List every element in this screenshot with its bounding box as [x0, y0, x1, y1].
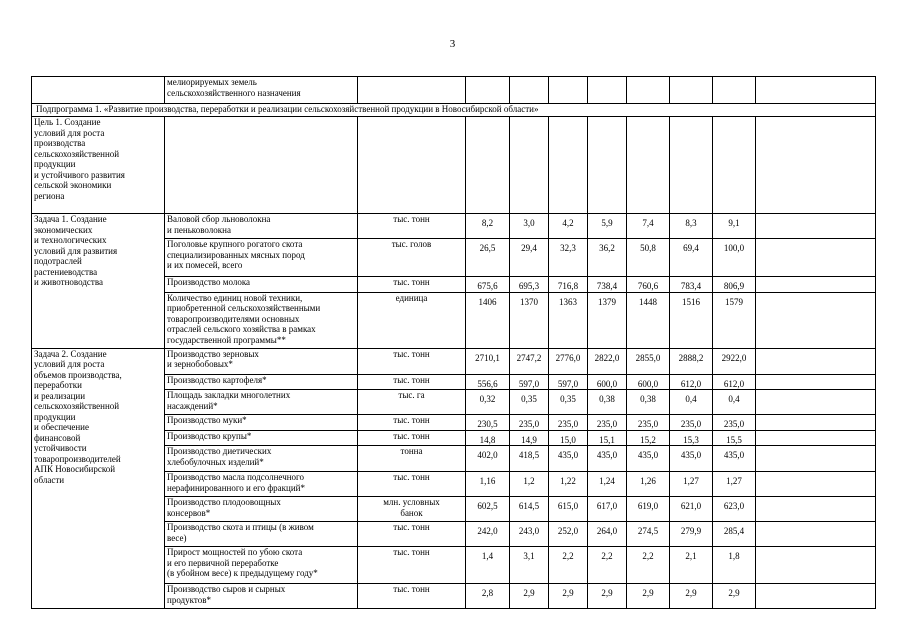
value-cell: 0,32 — [466, 390, 510, 415]
value-cell: 617,0 — [588, 497, 627, 522]
value-cell: 2,2 — [549, 547, 588, 584]
continuation-row — [32, 77, 876, 104]
value-cell: 597,0 — [510, 374, 549, 390]
value-cell: 619,0 — [627, 497, 670, 522]
value-cell: 2,2 — [588, 547, 627, 584]
unit-cell: тыс. тонн — [358, 277, 466, 293]
unit-cell: тыс. голов — [358, 239, 466, 277]
empty-cell — [756, 374, 876, 390]
value-cell: 402,0 — [466, 446, 510, 472]
value-cell: 418,5 — [510, 446, 549, 472]
empty-cell — [756, 292, 876, 348]
value-cell: 2747,2 — [510, 348, 549, 374]
value-cell: 600,0 — [588, 374, 627, 390]
value-cell: 621,0 — [670, 497, 713, 522]
unit-cell: тыс. тонн — [358, 214, 466, 239]
value-cell: 1406 — [466, 292, 510, 348]
value-cell: 2,9 — [588, 584, 627, 609]
indicator-name: Площадь закладки многолетних насаждений* — [165, 390, 358, 415]
value-cell: 1,27 — [713, 472, 756, 497]
value-cell: 235,0 — [713, 415, 756, 431]
value-cell: 1,8 — [713, 547, 756, 584]
empty-cell — [756, 522, 876, 547]
value-cell: 2,9 — [670, 584, 713, 609]
value-cell: 0,38 — [627, 390, 670, 415]
value-cell: 230,5 — [466, 415, 510, 431]
value-cell: 2710,1 — [466, 348, 510, 374]
empty-cell — [756, 497, 876, 522]
unit-cell: тонна — [358, 446, 466, 472]
value-cell: 716,8 — [549, 277, 588, 293]
value-cell: 1,16 — [466, 472, 510, 497]
unit-cell: тыс. тонн — [358, 472, 466, 497]
value-cell: 806,9 — [713, 277, 756, 293]
value-cell: 2922,0 — [713, 348, 756, 374]
unit-cell: тыс. тонн — [358, 348, 466, 374]
empty-cell — [756, 277, 876, 293]
value-cell: 2888,2 — [670, 348, 713, 374]
table-row — [32, 214, 876, 239]
value-cell: 252,0 — [549, 522, 588, 547]
task-label: Задача 1. Создание экономических и технологических условий для развития подотраслей растениеводства и животноводства — [32, 214, 165, 349]
value-cell: 235,0 — [549, 415, 588, 431]
unit-cell: тыс. тонн — [358, 522, 466, 547]
value-cell: 1,27 — [670, 472, 713, 497]
empty-cell — [756, 390, 876, 415]
value-cell: 14,8 — [466, 430, 510, 446]
value-cell: 15,3 — [670, 430, 713, 446]
value-cell: 435,0 — [549, 446, 588, 472]
value-cell: 15,2 — [627, 430, 670, 446]
table-row — [32, 348, 876, 374]
value-cell: 235,0 — [670, 415, 713, 431]
value-cell: 1379 — [588, 292, 627, 348]
indicator-name: Количество единиц новой техники, приобретенной сельскохозяйственными товаропроизводителями основных отраслей сельского хозяйства в рамках государственной программы** — [165, 292, 358, 348]
indicator-name: Производство крупы* — [165, 430, 358, 446]
value-cell: 4,2 — [549, 214, 588, 239]
indicator-name: Производство молока — [165, 277, 358, 293]
value-cell: 243,0 — [510, 522, 549, 547]
empty-cell — [756, 446, 876, 472]
empty-cell — [756, 547, 876, 584]
value-cell: 2,9 — [627, 584, 670, 609]
subprogram-row — [32, 104, 876, 117]
value-cell: 32,3 — [549, 239, 588, 277]
unit-cell: тыс. га — [358, 390, 466, 415]
value-cell: 1370 — [510, 292, 549, 348]
value-cell: 1579 — [713, 292, 756, 348]
value-cell: 695,3 — [510, 277, 549, 293]
value-cell: 8,3 — [670, 214, 713, 239]
indicator-name: Валовой сбор льноволокна и пеньковолокна — [165, 214, 358, 239]
value-cell: 623,0 — [713, 497, 756, 522]
indicator-name: Производство зерновых и зернобобовых* — [165, 348, 358, 374]
value-cell: 435,0 — [713, 446, 756, 472]
value-cell: 2822,0 — [588, 348, 627, 374]
value-cell: 597,0 — [549, 374, 588, 390]
value-cell: 0,35 — [549, 390, 588, 415]
subprogram-title: Подпрограмма 1. «Развитие производства, переработки и реализации сельскохозяйственной продукции в Новосибирской области» — [32, 104, 876, 117]
value-cell: 235,0 — [627, 415, 670, 431]
value-cell: 14,9 — [510, 430, 549, 446]
goal-row — [32, 117, 876, 214]
value-cell: 0,4 — [713, 390, 756, 415]
indicator-name: Прирост мощностей по убою скота и его первичной переработке (в убойном весе) к предыдущему году* — [165, 547, 358, 584]
value-cell: 279,9 — [670, 522, 713, 547]
value-cell: 235,0 — [510, 415, 549, 431]
indicator-name: Производство диетических хлебобулочных изделий* — [165, 446, 358, 472]
value-cell: 435,0 — [627, 446, 670, 472]
value-cell: 760,6 — [627, 277, 670, 293]
value-cell: 2,8 — [466, 584, 510, 609]
value-cell: 36,2 — [588, 239, 627, 277]
value-cell: 100,0 — [713, 239, 756, 277]
unit-cell: млн. условных банок — [358, 497, 466, 522]
indicators-table — [31, 76, 876, 609]
value-cell: 435,0 — [670, 446, 713, 472]
indicator-name: Производство сыров и сырных продуктов* — [165, 584, 358, 609]
value-cell: 2855,0 — [627, 348, 670, 374]
value-cell: 738,4 — [588, 277, 627, 293]
empty-cell — [756, 430, 876, 446]
empty-cell — [756, 472, 876, 497]
value-cell: 69,4 — [670, 239, 713, 277]
empty-cell — [756, 415, 876, 431]
value-cell: 3,0 — [510, 214, 549, 239]
value-cell: 614,5 — [510, 497, 549, 522]
unit-cell: тыс. тонн — [358, 584, 466, 609]
indicator-name: мелиорируемых земель сельскохозяйственного назначения — [165, 77, 358, 104]
value-cell: 15,5 — [713, 430, 756, 446]
indicator-name: Производство плодоовощных консервов* — [165, 497, 358, 522]
value-cell: 15,1 — [588, 430, 627, 446]
empty-cell — [756, 348, 876, 374]
value-cell: 783,4 — [670, 277, 713, 293]
value-cell: 556,6 — [466, 374, 510, 390]
value-cell: 612,0 — [670, 374, 713, 390]
value-cell: 0,38 — [588, 390, 627, 415]
empty-cell — [756, 584, 876, 609]
value-cell: 2,1 — [670, 547, 713, 584]
value-cell: 600,0 — [627, 374, 670, 390]
value-cell: 2,9 — [549, 584, 588, 609]
value-cell: 2776,0 — [549, 348, 588, 374]
value-cell: 242,0 — [466, 522, 510, 547]
value-cell: 2,9 — [713, 584, 756, 609]
value-cell: 0,4 — [670, 390, 713, 415]
value-cell: 675,6 — [466, 277, 510, 293]
value-cell: 1363 — [549, 292, 588, 348]
page-number: 3 — [449, 38, 456, 50]
value-cell: 2,9 — [510, 584, 549, 609]
value-cell: 8,2 — [466, 214, 510, 239]
value-cell: 1,2 — [510, 472, 549, 497]
empty-cell — [756, 214, 876, 239]
value-cell: 3,1 — [510, 547, 549, 584]
value-cell: 1,26 — [627, 472, 670, 497]
unit-cell: тыс. тонн — [358, 430, 466, 446]
value-cell: 1448 — [627, 292, 670, 348]
unit-cell: единица — [358, 292, 466, 348]
value-cell: 5,9 — [588, 214, 627, 239]
indicator-name: Производство картофеля* — [165, 374, 358, 390]
value-cell: 235,0 — [588, 415, 627, 431]
value-cell: 50,8 — [627, 239, 670, 277]
unit-cell: тыс. тонн — [358, 374, 466, 390]
value-cell: 0,35 — [510, 390, 549, 415]
value-cell: 1516 — [670, 292, 713, 348]
value-cell: 26,5 — [466, 239, 510, 277]
indicator-name: Производство масла подсолнечного нерафинированного и его фракций* — [165, 472, 358, 497]
value-cell: 15,0 — [549, 430, 588, 446]
unit-cell: тыс. тонн — [358, 547, 466, 584]
indicator-name: Производство муки* — [165, 415, 358, 431]
value-cell: 264,0 — [588, 522, 627, 547]
task-label: Задача 2. Создание условий для роста объемов производства, переработки и реализации сельскохозяйственной продукции и обеспечение финансовой устойчивости товаропроизводителей АПК Новосибирской области — [32, 348, 165, 609]
value-cell: 285,4 — [713, 522, 756, 547]
value-cell: 1,4 — [466, 547, 510, 584]
value-cell: 435,0 — [588, 446, 627, 472]
value-cell: 602,5 — [466, 497, 510, 522]
indicator-name: Производство скота и птицы (в живом весе) — [165, 522, 358, 547]
value-cell: 1,24 — [588, 472, 627, 497]
value-cell: 7,4 — [627, 214, 670, 239]
value-cell: 612,0 — [713, 374, 756, 390]
empty-cell — [756, 239, 876, 277]
value-cell: 274,5 — [627, 522, 670, 547]
value-cell: 1,22 — [549, 472, 588, 497]
value-cell: 615,0 — [549, 497, 588, 522]
value-cell: 29,4 — [510, 239, 549, 277]
goal-label: Цель 1. Создание условий для роста производства сельскохозяйственной продукции и устойчивого развития сельской экономики региона — [32, 117, 165, 214]
unit-cell: тыс. тонн — [358, 415, 466, 431]
value-cell: 2,2 — [627, 547, 670, 584]
value-cell: 9,1 — [713, 214, 756, 239]
indicator-name: Поголовье крупного рогатого скота специализированных мясных пород и их помесей, всего — [165, 239, 358, 277]
